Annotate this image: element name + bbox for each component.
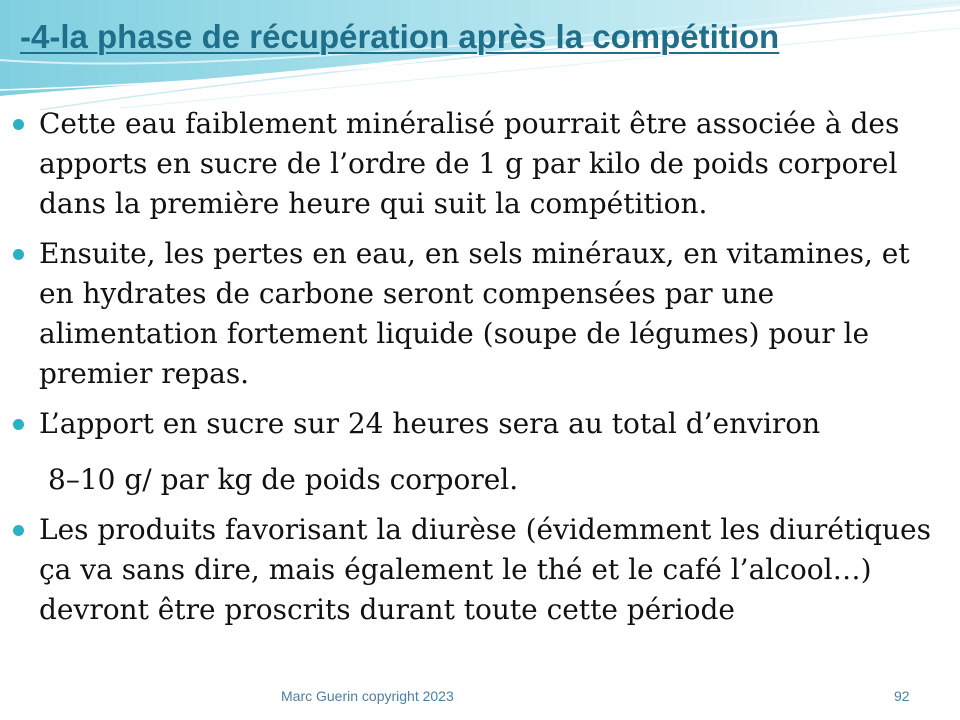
footer-copyright: Marc Guerin copyright 2023: [281, 688, 454, 704]
bullet-dot-icon: [13, 119, 24, 130]
slide-number: 92: [894, 688, 910, 704]
bullet-dot-icon: [13, 419, 24, 430]
bullet-dot-icon: [13, 525, 24, 536]
bullet-text: Ensuite, les pertes en eau, en sels minéraux, en vitamines, et en hydrates de carbone seront compensées par une alimentation fortement liquide (soupe de légumes) pour le premier repas.: [39, 237, 910, 390]
bullet-item: [12, 510, 947, 630]
bullet-item: [12, 104, 947, 224]
slide-title: -4-la phase de récupération après la compétition: [20, 18, 780, 55]
bullet-continuation: 8–10 g/ par kg de poids corporel.: [48, 463, 519, 496]
bullet-item: [12, 404, 947, 444]
slide-body: [12, 104, 947, 630]
bullet-text: Les produits favorisant la diurèse (évidemment les diurétiques ça va sans dire, mais également le thé et le café l’alcool…) devront être proscrits durant toute cette période: [39, 513, 931, 626]
bullet-text: L’apport en sucre sur 24 heures sera au total d’environ: [39, 407, 821, 440]
bullet-text: Cette eau faiblement minéralisé pourrait être associée à des apports en sucre de l’ordre de 1 g par kilo de poids corporel dans la première heure qui suit la compétition.: [39, 107, 900, 220]
bullet-dot-icon: [13, 249, 24, 260]
bullet-item: [12, 234, 947, 394]
